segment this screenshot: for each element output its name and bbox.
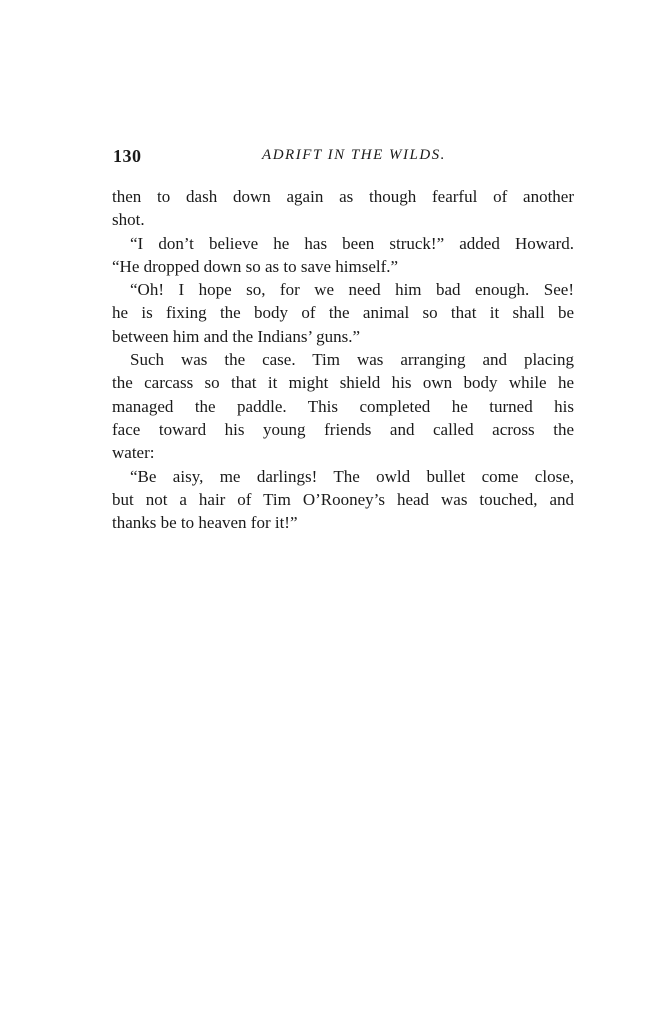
text-line: “He dropped down so as to save himself.” xyxy=(112,256,399,276)
page-number: 130 xyxy=(113,146,142,166)
text-line: Such was the case. Tim was arranging and placing xyxy=(130,350,574,370)
text-line: the carcass so that it might shield his own body while he xyxy=(112,373,574,393)
body-text xyxy=(112,185,574,534)
text-line: then to dash down again as though fearful of another xyxy=(112,187,574,206)
text-line: thanks be to heaven for it!” xyxy=(112,513,298,533)
text-line: managed the paddle. This completed he turned his xyxy=(112,396,574,416)
text-line: water: xyxy=(112,443,155,463)
text-line: “I don’t believe he has been struck!” added Howard. xyxy=(130,233,574,253)
text-line: between him and the Indians’ guns.” xyxy=(112,326,361,346)
text-line: he is fixing the body of the animal so that it shall be xyxy=(112,303,574,323)
text-line: “Oh! I hope so, for we need him bad enough. See! xyxy=(130,280,574,300)
running-title: ADRIFT IN THE WILDS. xyxy=(262,147,446,163)
page-header xyxy=(113,146,575,170)
text-line: but not a hair of Tim O’Rooney’s head was touched, and xyxy=(112,489,574,509)
text-line: “Be aisy, me darlings! The owld bullet come close, xyxy=(130,466,574,486)
text-line: face toward his young friends and called across the xyxy=(112,419,574,439)
text-line: shot. xyxy=(112,210,145,230)
